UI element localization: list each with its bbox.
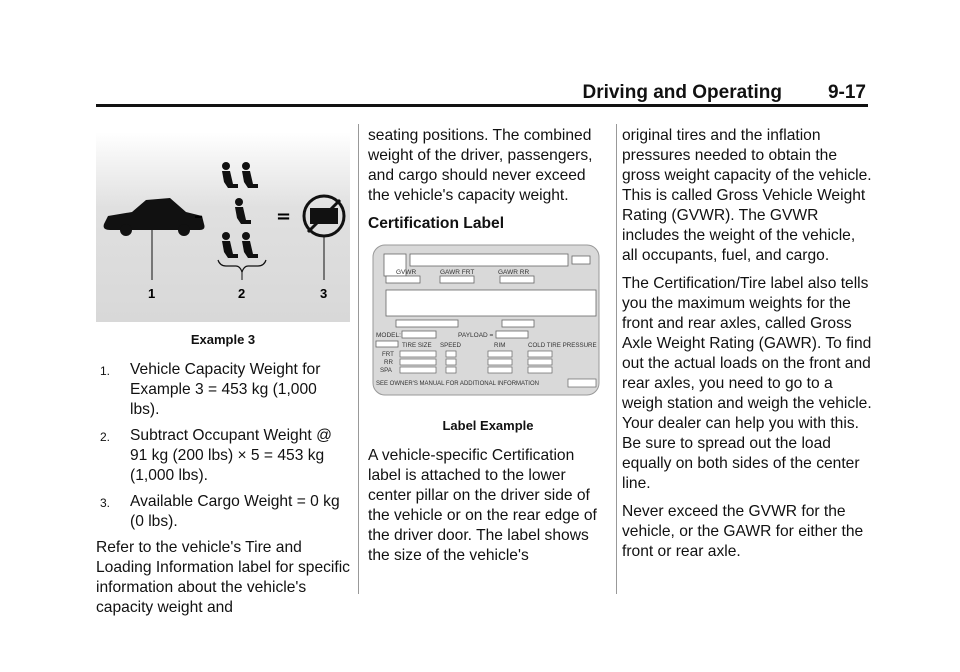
- body-paragraph: original tires and the inflation pressures needed to obtain the gross weight capacity of the vehicle. This is called Gross Vehicle Weight Rating (GVWR). The GVWR includes the weight of the vehicle, all occupants, fuel, and cargo.: [622, 127, 872, 264]
- certification-label-figure: [372, 244, 600, 404]
- capacity-diagram: [96, 132, 350, 322]
- figure-caption: Label Example: [442, 418, 534, 433]
- body-paragraph: Never exceed the GVWR for the vehicle, or the GAWR for either the front or rear axle.: [622, 503, 864, 560]
- callout-2: 2: [238, 286, 246, 301]
- label-tire-size: TIRE SIZE: [402, 342, 432, 349]
- minus-symbol: –: [194, 206, 203, 227]
- body-paragraph: seating positions. The combined weight of the driver, passengers, and cargo should never exceed the vehicle's capacity weight.: [368, 127, 593, 204]
- calculation-list: [96, 360, 350, 532]
- list-item: [96, 492, 350, 532]
- section-title: Driving and Operating: [582, 82, 782, 103]
- section-heading: Certification Label: [368, 215, 505, 232]
- label-gvwr: GVWR: [396, 269, 417, 276]
- body-paragraph: Refer to the vehicle's Tire and Loading Information label for specific information about the vehicle's capacity weight and: [96, 539, 350, 616]
- column-2: [368, 126, 608, 574]
- page-header: [96, 82, 866, 104]
- column-divider-1: [358, 124, 359, 594]
- list-number: 2.: [100, 430, 111, 444]
- callout-3: 3: [320, 286, 328, 301]
- list-text: Available Cargo Weight = 0 kg (0 lbs).: [130, 493, 340, 530]
- equals-symbol: =: [276, 206, 292, 227]
- body-paragraph: The Certification/Tire label also tells you the maximum weights for the front and rear axles, called Gross Axle Weight Rating (GAWR). To find out the actual loads on the front and rear axles, you need to go to a weigh station and weigh the vehicle. Your dealer can help you with this. Be sure to spread out the load equally on both sides of the center line.: [622, 275, 872, 492]
- no-cargo-icon: [304, 196, 344, 236]
- label-see-manual: SEE OWNER'S MANUAL FOR ADDITIONAL INFORMATION: [376, 381, 539, 387]
- column-1: [96, 126, 350, 626]
- list-number: 3.: [100, 496, 111, 510]
- label-gawr-frt: GAWR FRT: [440, 269, 475, 276]
- certification-label-diagram: [372, 244, 600, 404]
- list-item: [96, 426, 350, 486]
- label-speed: SPEED: [440, 342, 461, 349]
- figure-caption: Example 3: [190, 332, 256, 347]
- header-rule: [96, 104, 868, 107]
- occupant-icon: [222, 162, 258, 258]
- capacity-example-figure: [96, 132, 350, 322]
- list-text: Vehicle Capacity Weight for Example 3 = 453 kg (1,000 lbs).: [130, 361, 321, 418]
- vehicle-icon: [104, 198, 205, 236]
- list-number: 1.: [100, 364, 111, 378]
- callout-1: 1: [148, 286, 156, 301]
- label-frt: FRT: [382, 351, 394, 358]
- label-cold-tire-pressure: COLD TIRE PRESSURE: [528, 342, 597, 349]
- label-rim: RIM: [494, 342, 506, 349]
- body-paragraph: A vehicle-specific Certification label is attached to the lower center pillar on the driver side of the vehicle or on the rear edge of the driver door. The label shows the size of the vehicle's: [368, 447, 597, 564]
- list-text: Subtract Occupant Weight @ 91 kg (200 lbs) × 5 = 453 kg (1,000 lbs).: [130, 427, 332, 484]
- list-item: [96, 360, 350, 420]
- label-rr: RR: [384, 359, 393, 366]
- label-gawr-rr: GAWR RR: [498, 269, 530, 276]
- page-number: 9-17: [827, 82, 866, 103]
- label-payload: PAYLOAD =: [458, 332, 494, 339]
- label-spa: SPA: [380, 367, 392, 374]
- column-divider-2: [616, 124, 617, 594]
- label-model: MODEL:: [376, 332, 401, 339]
- column-3: [622, 126, 872, 570]
